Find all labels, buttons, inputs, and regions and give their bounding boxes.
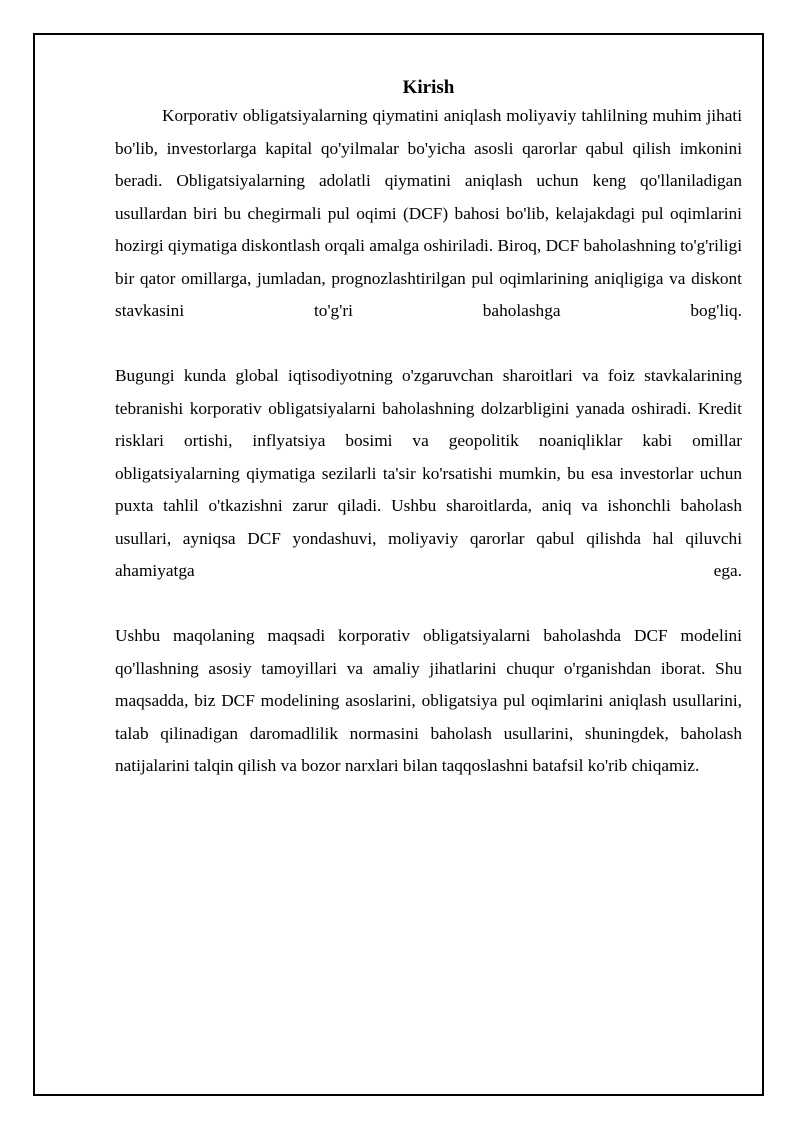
section-title: Kirish — [402, 77, 455, 98]
document-body — [115, 76, 742, 783]
paragraph-context: Bugungi kunda global iqtisodiyotning o'zgaruvchan sharoitlari va foiz stavkalarining tebranishi korporativ obligatsiyalarni baholashning dolzarbligini yanada oshiradi. Kredit risklari ortishi, inflyatsiya bosimi va geopolitik noaniqliklar kabi omillar obligatsiyalarning qiymatiga sezilarli ta'sir ko'rsatishi mumkin, bu esa investorlar uchun puxta tahlil o'tkazishni zarur qiladi. Ushbu sharoitlarda, aniq va ishonchli baholash usullari, ayniqsa DCF yondashuvi, moliyaviy qarorlar qabul qilishda hal qiluvchi ahamiyatga ega. — [115, 366, 742, 580]
paragraph-intro: Korporativ obligatsiyalarning qiymatini aniqlash moliyaviy tahlilning muhim jihati bo'lib, investorlarga kapital qo'yilmalar bo'yicha asosli qarorlar qabul qilish imkonini beradi. Obligatsiyalarning adolatli qiymatini aniqlash uchun keng qo'llaniladigan usullardan biri bu chegirmali pul oqimi (DCF) bahosi bo'lib, kelajakdagi pul oqimlarini hozirgi qiymatiga diskontlash orqali amalga oshiriladi. Biroq, DCF baholashning to'g'riligi bir qator omillarga, jumladan, prognozlashtirilgan pul oqimlarining aniqligiga va diskont stavkasini to'g'ri baholashga bog'liq. — [115, 106, 742, 320]
paragraph-gap — [115, 588, 742, 621]
paragraph-purpose: Ushbu maqolaning maqsadi korporativ obligatsiyalarni baholashda DCF modelini qo'llashning asosiy tamoyillari va amaliy jihatlarini chuqur o'rganishdan iborat. Shu maqsadda, biz DCF modelining asoslarini, obligatsiya pul oqimlarini aniqlash usullarini, talab qilinadigan daromadlilik normasini baholash usullarini, shuningdek, baholash natijalarini talqin qilish va bozor narxlari bilan taqqoslashni batafsil ko'rib chiqamiz. — [115, 626, 742, 775]
paragraph-gap — [115, 328, 742, 361]
